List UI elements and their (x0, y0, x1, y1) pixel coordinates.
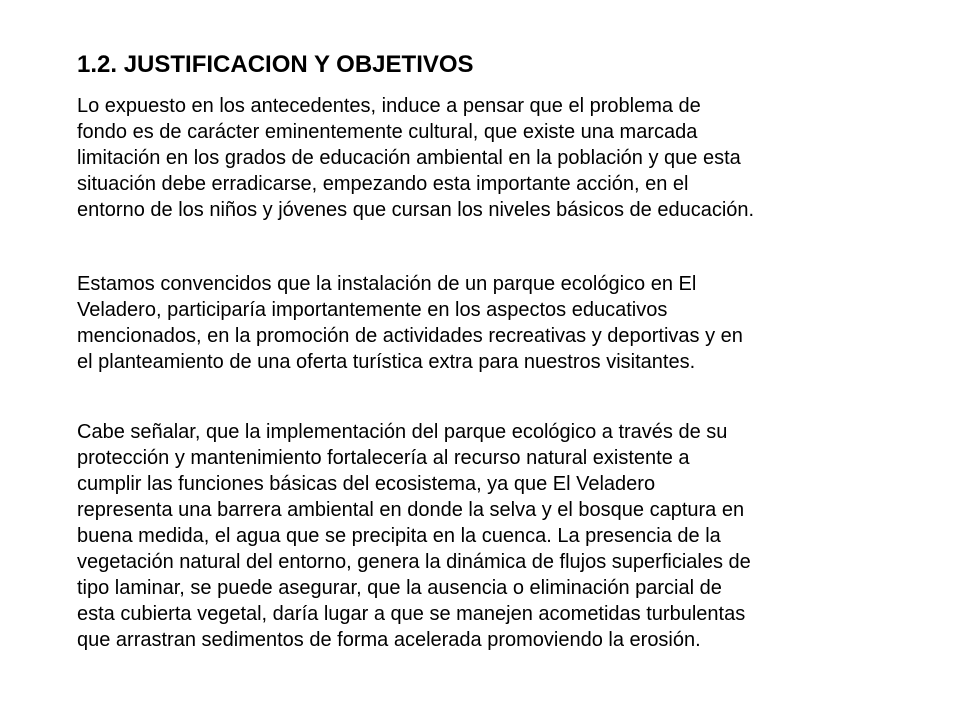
text-line: entorno de los niños y jóvenes que cursan los niveles básicos de educación. (77, 199, 755, 221)
paragraph-implementacion (77, 419, 897, 653)
text-line: limitación en los grados de educación ambiental en la población y que esta (77, 147, 741, 169)
text-line: vegetación natural del entorno, genera la dinámica de flujos superficiales de (77, 551, 751, 573)
text-line: esta cubierta vegetal, daría lugar a que se manejen acometidas turbulentas (77, 603, 746, 625)
text-line: fondo es de carácter eminentemente cultural, que existe una marcada (77, 121, 698, 143)
paragraph-antecedentes (77, 93, 897, 223)
text-line: tipo laminar, se puede asegurar, que la ausencia o eliminación parcial de (77, 577, 722, 599)
text-line: cumplir las funciones básicas del ecosistema, ya que El Veladero (77, 473, 656, 495)
section-heading: 1.2. JUSTIFICACION Y OBJETIVOS (77, 51, 474, 78)
text-line: el planteamiento de una oferta turística extra para nuestros visitantes. (77, 351, 696, 373)
text-line: que arrastran sedimentos de forma acelerada promoviendo la erosión. (77, 629, 701, 651)
text-line: buena medida, el agua que se precipita en la cuenca. La presencia de la (77, 525, 721, 547)
paragraph-parque-ecologico (77, 271, 897, 375)
text-line: Cabe señalar, que la implementación del parque ecológico a través de su (77, 421, 728, 443)
text-line: representa una barrera ambiental en donde la selva y el bosque captura en (77, 499, 745, 521)
text-line: Veladero, participaría importantemente en los aspectos educativos (77, 299, 668, 321)
text-line: mencionados, en la promoción de actividades recreativas y deportivas y en (77, 325, 743, 347)
text-line: Lo expuesto en los antecedentes, induce a pensar que el problema de (77, 95, 701, 117)
text-line: protección y mantenimiento fortalecería al recurso natural existente a (77, 447, 690, 469)
text-line: situación debe erradicarse, empezando esta importante acción, en el (77, 173, 689, 195)
text-line: Estamos convencidos que la instalación de un parque ecológico en El (77, 273, 697, 295)
